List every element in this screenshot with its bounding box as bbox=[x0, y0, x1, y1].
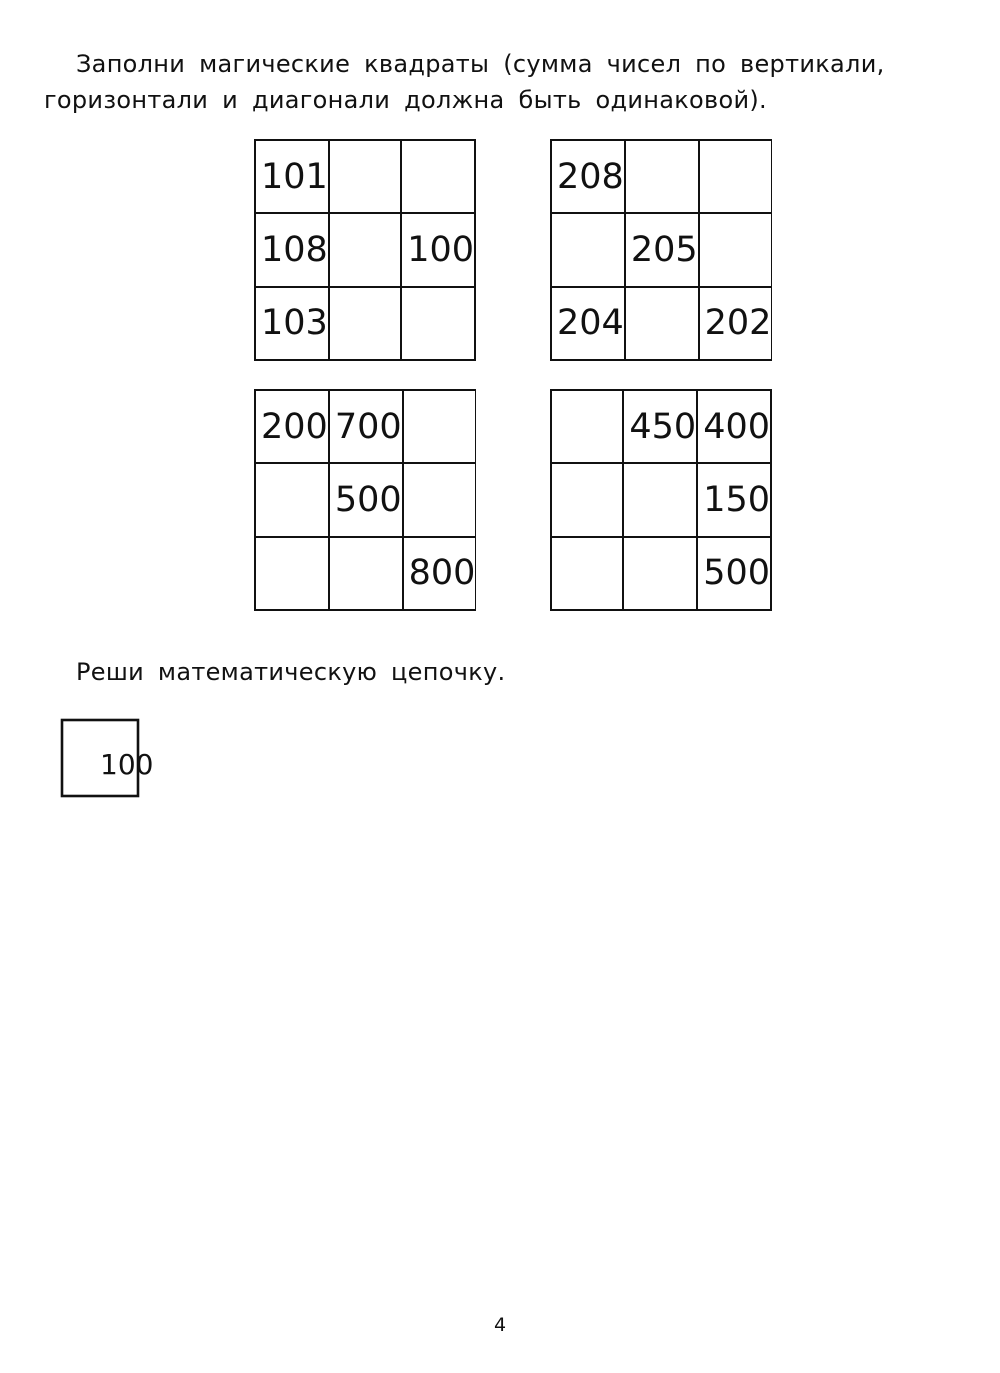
magic-cell[interactable] bbox=[699, 140, 773, 213]
magic-cell[interactable]: 800 bbox=[403, 537, 477, 610]
magic-cell[interactable] bbox=[699, 213, 773, 286]
magic-square-1 bbox=[254, 139, 476, 361]
math-chain bbox=[0, 700, 1000, 1300]
magic-square-4 bbox=[550, 389, 772, 611]
magic-cell[interactable]: 208 bbox=[551, 140, 625, 213]
start-value: 100 bbox=[100, 748, 154, 781]
magic-cell[interactable] bbox=[551, 537, 623, 610]
math-chain-instruction: Реши математическую цепочку. bbox=[76, 658, 506, 686]
magic-cell[interactable] bbox=[403, 390, 477, 463]
magic-cell[interactable] bbox=[329, 213, 401, 286]
magic-cell[interactable] bbox=[551, 213, 625, 286]
magic-cell[interactable]: 108 bbox=[255, 213, 329, 286]
magic-cell[interactable]: 500 bbox=[329, 463, 403, 536]
magic-cell[interactable] bbox=[625, 140, 699, 213]
magic-cell[interactable] bbox=[329, 537, 403, 610]
magic-cell[interactable]: 150 bbox=[697, 463, 771, 536]
magic-squares-instruction: Заполни магические квадраты (сумма чисел по вертикали, горизонтали и диагонали должна быть одинаковой). bbox=[44, 50, 885, 114]
magic-cell[interactable] bbox=[255, 463, 329, 536]
magic-cell[interactable] bbox=[255, 537, 329, 610]
magic-cell[interactable] bbox=[403, 463, 477, 536]
magic-cell[interactable]: 101 bbox=[255, 140, 329, 213]
magic-cell[interactable] bbox=[625, 287, 699, 360]
page-number: 4 bbox=[493, 1314, 507, 1336]
magic-cell[interactable]: 400 bbox=[697, 390, 771, 463]
magic-cell[interactable] bbox=[329, 140, 401, 213]
magic-cell[interactable]: 202 bbox=[699, 287, 773, 360]
magic-square-2 bbox=[550, 139, 772, 361]
magic-cell[interactable]: 200 bbox=[255, 390, 329, 463]
magic-cell[interactable] bbox=[623, 463, 697, 536]
magic-cell[interactable]: 500 bbox=[697, 537, 771, 610]
magic-cell[interactable] bbox=[401, 140, 475, 213]
magic-cell[interactable] bbox=[329, 287, 401, 360]
magic-cell[interactable]: 204 bbox=[551, 287, 625, 360]
magic-cell[interactable]: 450 bbox=[623, 390, 697, 463]
magic-cell[interactable]: 100 bbox=[401, 213, 475, 286]
magic-cell[interactable]: 700 bbox=[329, 390, 403, 463]
magic-square-3 bbox=[254, 389, 476, 611]
magic-cell[interactable] bbox=[623, 537, 697, 610]
magic-cell[interactable] bbox=[401, 287, 475, 360]
magic-cell[interactable]: 103 bbox=[255, 287, 329, 360]
magic-cell[interactable]: 205 bbox=[625, 213, 699, 286]
magic-cell[interactable] bbox=[551, 463, 623, 536]
magic-cell[interactable] bbox=[551, 390, 623, 463]
